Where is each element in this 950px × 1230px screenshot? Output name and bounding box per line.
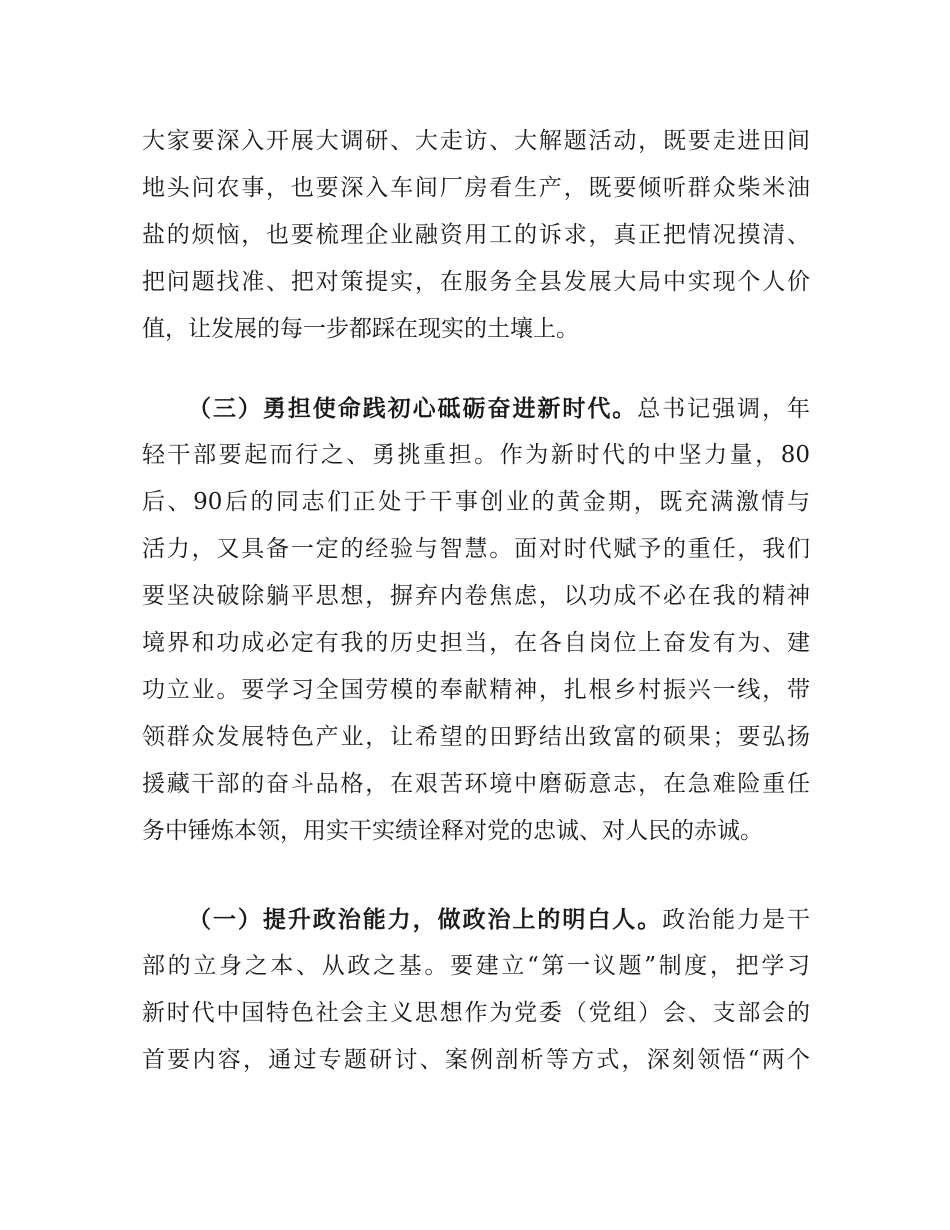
paragraph-line: 首要内容，通过专题研讨、案例剖析等方式，深刻领悟“两个 [142, 1047, 810, 1073]
paragraph-line: 新时代中国特色社会主义思想作为党委（党组）会、支部会的 [142, 1000, 810, 1026]
paragraph-2 [142, 385, 810, 855]
section-heading: （三）勇担使命践初心砥砺奋进新时代。 [188, 395, 638, 422]
heading-continuation: 总书记强调，年 [637, 396, 811, 422]
paragraph-line: 把问题找准、把对策提实，在服务全县发展大局中实现个人价 [142, 269, 810, 295]
paragraph-1 [142, 118, 810, 353]
paragraph-line: 境界和功成必定有我的历史担当，在各自岗位上奋发有为、建 [142, 630, 810, 656]
paragraph-line: 领群众发展特色产业，让希望的田野结出致富的硕果；要弘扬 [142, 724, 810, 750]
section-heading: （一）提升政治能力，做政治上的明白人。 [188, 906, 663, 933]
paragraph-line: 大家要深入开展大调研、大走访、大解题活动，既要走进田间 [142, 128, 810, 154]
paragraph-line: 盐的烦恼，也要梳理企业融资用工的诉求，真正把情况摸清、 [142, 222, 810, 248]
paragraph-line: 援藏干部的奋斗品格，在艰苦环境中磨砺意志，在急难险重任 [142, 771, 810, 797]
paragraph-line: 地头问农事，也要深入车间厂房看生产，既要倾听群众柴米油 [142, 175, 810, 201]
paragraph-first-line [142, 385, 810, 432]
paragraph-line: 轻干部要起而行之、勇挑重担。作为新时代的中坚力量，80 [142, 442, 810, 468]
paragraph-line: 务中锤炼本领，用实干实绩诠释对党的忠诚、对人民的赤诚。 [142, 818, 763, 844]
paragraph-line: 功立业。要学习全国劳模的奉献精神，扎根乡村振兴一线，带 [142, 677, 810, 703]
paragraph-line: 部的立身之本、从政之基。要建立“第一议题”制度，把学习 [142, 953, 810, 979]
paragraph-3 [142, 896, 810, 1084]
paragraph-line: 活力，又具备一定的经验与智慧。面对时代赋予的重任，我们 [142, 536, 810, 562]
heading-continuation: 政治能力是干 [662, 907, 811, 933]
paragraph-line: 后、90后的同志们正处于干事创业的黄金期，既充满激情与 [142, 489, 810, 515]
paragraph-first-line [142, 896, 810, 943]
paragraph-line: 值，让发展的每一步都踩在现实的土壤上。 [142, 316, 579, 342]
paragraph-line: 要坚决破除躺平思想，摒弃内卷焦虑，以功成不必在我的精神 [142, 583, 810, 609]
